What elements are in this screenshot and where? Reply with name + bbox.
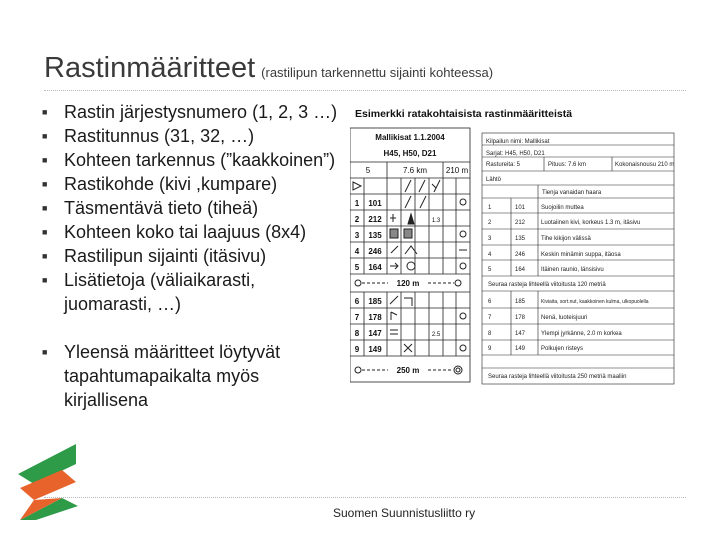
bullet-item: ■ Yleensä määritteet löytyvät tapahtumapaikalta myös kirjallisena xyxy=(42,342,281,410)
sheet-event-name: Mallikisat 1.1.2004 xyxy=(375,133,445,142)
control-code: 135 xyxy=(368,231,382,240)
wall-corner-symbol-icon xyxy=(404,298,412,306)
control-code: 149 xyxy=(368,345,382,354)
text-row-number: 8 xyxy=(488,331,492,337)
text-row-desc: Itäinen raunio, länsisivu xyxy=(541,267,604,273)
crossing-symbol-icon xyxy=(404,344,412,352)
text-route-note: Seuraa rasteja lihteellä viitoitusta 250 metriä maaliin xyxy=(488,374,627,380)
text-row-number: 7 xyxy=(488,315,492,321)
sheet-classes: H45, H50, D21 xyxy=(383,149,437,158)
slide-title: Rastinmääritteet xyxy=(44,52,256,84)
marked-route-distance: 120 m xyxy=(396,279,420,288)
text-row-desc: Luotaiinen kivi, korkeus 1.3 m, itäsivu xyxy=(541,220,641,226)
text-row-desc: Ylempi jyrkänne, 2.0 m korkea xyxy=(541,331,622,337)
slide-subtitle: (rastilipun tarkennettu sijainti kohteessa) xyxy=(261,65,494,80)
control-number: 7 xyxy=(354,313,360,322)
path-symbol-icon xyxy=(419,180,425,192)
marked-route-distance: 250 m xyxy=(396,366,420,375)
cliff-symbol-icon xyxy=(390,330,398,334)
sheet-climb: 210 m xyxy=(445,166,469,175)
text-row-desc: Suojoilin muttea xyxy=(541,205,584,211)
text-row-desc: Kiviaita, sort.nut, kaakkoinen kulma, ulkopuolella xyxy=(541,299,649,305)
junction-symbol-icon xyxy=(432,180,440,192)
flag-position-icon xyxy=(460,313,466,319)
control-number: 9 xyxy=(354,345,360,354)
control-code: 246 xyxy=(368,247,382,256)
text-row-code: 135 xyxy=(515,236,526,242)
direction-symbol-icon xyxy=(391,246,398,253)
marked-route-end-icon xyxy=(455,280,461,286)
text-row-desc: Keskin minämin suppa, itäosa xyxy=(541,252,621,258)
text-row-code: 164 xyxy=(515,267,526,273)
control-number: 4 xyxy=(354,247,360,256)
marked-route-start-icon xyxy=(355,280,361,286)
bullet-item: ■ Kohteen tarkennus (”kaakkoinen”) xyxy=(42,150,336,170)
text-row-number: 2 xyxy=(488,220,492,226)
square-bullet-icon: ■ xyxy=(42,251,48,261)
marked-route-start-icon xyxy=(355,367,361,373)
dimension-value: 1.3 xyxy=(431,218,441,224)
thicket-symbol-icon xyxy=(404,229,412,238)
bullet-item: ■ Rastin järjestysnumero (1, 2, 3 …) xyxy=(42,102,338,122)
text-row-code: 178 xyxy=(515,315,526,321)
control-code: 212 xyxy=(368,215,382,224)
footer-text: Suomen Suunnistusliitto ry xyxy=(333,506,476,520)
dimension-value: 2.5 xyxy=(431,332,441,338)
finish-symbol-icon xyxy=(454,366,462,374)
text-sheet-start-desc: Tienja vanaidan haara xyxy=(542,190,602,196)
flag-position-icon xyxy=(460,231,466,237)
bullet-item: ■ Rastilipun sijainti (itäsivu) xyxy=(42,246,267,266)
footer-divider xyxy=(44,497,686,498)
text-sheet-start-label: Lähtö xyxy=(486,177,502,183)
sheet-length: 7.6 km xyxy=(402,166,428,175)
control-number: 1 xyxy=(354,199,360,208)
text-row-desc: Polkujen risteys xyxy=(541,346,584,352)
bullet-list xyxy=(40,100,340,412)
text-row-number: 4 xyxy=(488,252,492,258)
square-bullet-icon: ■ xyxy=(42,131,48,141)
text-sheet-course: Rastureita: 5 xyxy=(486,162,521,168)
control-code: 101 xyxy=(368,199,382,208)
square-bullet-icon: ■ xyxy=(42,347,48,357)
control-code: 147 xyxy=(368,329,382,338)
text-row-number: 3 xyxy=(488,236,492,242)
control-number: 3 xyxy=(354,231,360,240)
flag-position-icon xyxy=(460,345,466,351)
start-triangle-icon xyxy=(353,182,361,190)
bullet-item: ■ Lisätietoja (väliaikarasti, juomarasti, …) xyxy=(42,270,256,314)
text-row-code: 149 xyxy=(515,346,526,352)
finish-symbol-icon xyxy=(456,368,460,372)
text-row-number: 5 xyxy=(488,267,492,273)
square-bullet-icon: ■ xyxy=(42,227,48,237)
bullet-item: ■ Kohteen koko tai laajuus (8x4) xyxy=(42,222,307,242)
text-sheet-event: Kilpailun nimi: Mallikisat xyxy=(486,139,550,145)
figure-heading: Esimerkki ratakohtaisista rastinmääritteistä xyxy=(355,108,573,120)
square-bullet-icon: ■ xyxy=(42,155,48,165)
text-row-code: 147 xyxy=(515,331,526,337)
text-sheet-classes: Sarjat: H45, H50, D21 xyxy=(486,151,545,157)
bullet-item: ■ Rastitunnus (31, 32, …) xyxy=(42,126,255,146)
square-bullet-icon: ■ xyxy=(42,179,48,189)
ssl-logo-icon xyxy=(14,440,82,522)
sheet-course: 5 xyxy=(365,166,371,175)
direction-symbol-icon xyxy=(390,263,398,269)
text-row-number: 9 xyxy=(488,346,492,352)
text-row-code: 101 xyxy=(515,205,526,211)
square-bullet-icon: ■ xyxy=(42,107,48,117)
text-row-number: 1 xyxy=(488,205,492,211)
text-sheet-climb: Kokonaisnousu 210 m xyxy=(615,162,675,168)
direction-symbol-icon xyxy=(390,214,396,222)
text-sheet-length: Pituus: 7.6 km xyxy=(548,162,587,168)
thicket-symbol-icon xyxy=(390,229,398,238)
direction-symbol-icon xyxy=(390,296,398,304)
text-row-code: 212 xyxy=(515,220,526,226)
bullet-item: ■ Täsmentävä tieto (tiheä) xyxy=(42,198,259,218)
text-row-code: 246 xyxy=(515,252,526,258)
control-code: 164 xyxy=(368,263,382,272)
control-code: 178 xyxy=(368,313,382,322)
ruin-symbol-icon xyxy=(407,262,415,270)
square-bullet-icon: ■ xyxy=(42,203,48,213)
title-divider xyxy=(44,90,686,91)
text-row-desc: Tihe kikijon välissä xyxy=(541,236,591,242)
control-number: 2 xyxy=(354,215,360,224)
text-route-note: Seuraa rasteja lihteellä viitoitusta 120 metriä xyxy=(488,282,606,288)
text-row-desc: Nenä, luoteisjuuri xyxy=(541,315,588,321)
control-number: 8 xyxy=(354,329,360,338)
flag-position-icon xyxy=(460,263,466,269)
control-number: 5 xyxy=(354,263,360,272)
text-row-code: 185 xyxy=(515,299,526,305)
text-row-number: 6 xyxy=(488,299,492,305)
boulder-symbol-icon xyxy=(408,214,414,224)
path-symbol-icon xyxy=(405,180,411,192)
slide-title-block xyxy=(44,52,493,85)
feature-symbol-icon xyxy=(405,196,411,208)
square-bullet-icon: ■ xyxy=(42,275,48,285)
spur-symbol-icon xyxy=(391,312,397,320)
feature-symbol-icon xyxy=(420,196,426,208)
control-description-figure xyxy=(350,100,680,390)
flag-position-icon xyxy=(460,199,466,205)
bullet-item: ■ Rastikohde (kivi ,kumpare) xyxy=(42,174,278,194)
control-code: 185 xyxy=(368,297,382,306)
control-number: 6 xyxy=(354,297,360,306)
